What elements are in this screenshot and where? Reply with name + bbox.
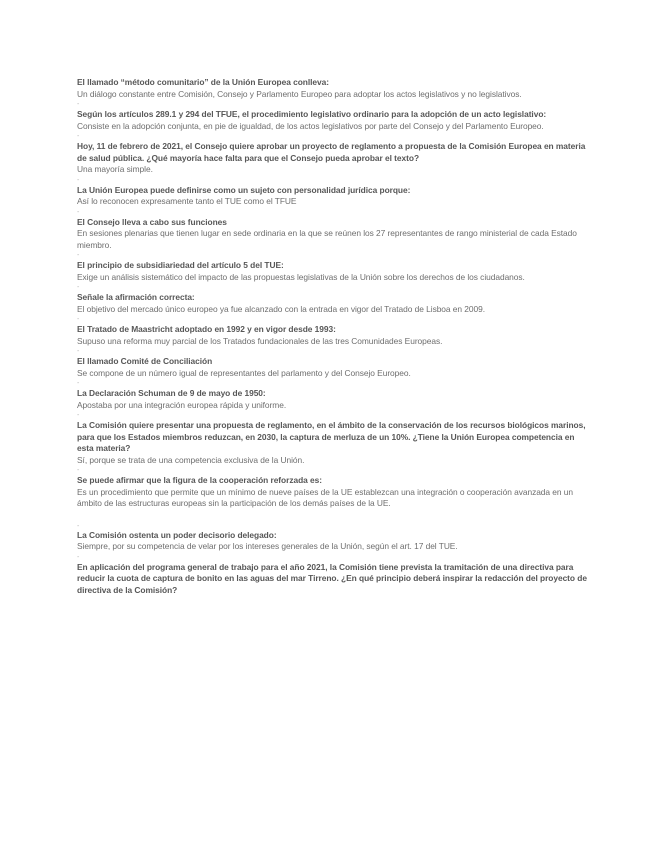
- qa-item-13: [77, 530, 587, 553]
- qa-item-10: [77, 388, 587, 411]
- answer-text: Un diálogo constante entre Comisión, Consejo y Parlamento Europeo para adoptar los actos legislativos y no legislativos.: [77, 88, 522, 99]
- question-text: La Declaración Schuman de 9 de mayo de 1950:: [77, 388, 266, 398]
- question-text: El Consejo lleva a cabo sus funciones: [77, 216, 227, 227]
- qa-item-7: [77, 292, 587, 315]
- answer-text: Así lo reconocen expresamente tanto el TUE como el TFUE: [77, 196, 297, 206]
- qa-item-2: [77, 109, 587, 132]
- qa-item-6: [77, 260, 587, 283]
- separator: -: [77, 380, 80, 387]
- separator: -: [77, 101, 80, 108]
- separator: -: [77, 176, 80, 184]
- separator: -: [77, 467, 80, 474]
- question-text: En aplicación del programa general de trabajo para el año 2021, la Comisión tiene prevista la tramitación de una directiva para reducir la cuota de captura de bonito en las aguas del mar Tirreno. ¿En qué principio deberá inspirar la redacción del proyecto de directiva de la Comisión?: [77, 561, 587, 595]
- answer-text: Supuso una reforma muy parcial de los Tratados fundacionales de las tres Comunidades Europeas.: [77, 335, 443, 346]
- separator: -: [77, 284, 80, 291]
- question-text: El llamado Comité de Conciliación: [77, 356, 213, 366]
- question-text: La Comisión ostenta un poder decisorio delegado:: [77, 529, 277, 540]
- separator: -: [77, 522, 80, 530]
- document-page: [77, 77, 587, 596]
- answer-text: En sesiones plenarias que tienen lugar en sede ordinaria en la que se reúnen los 27 representantes de rango ministerial de cada Estado miembro.: [77, 228, 577, 250]
- question-text: La Unión Europea puede definirse como un sujeto con personalidad jurídica porque:: [77, 184, 411, 195]
- qa-item-12: [77, 475, 587, 510]
- answer-text: Sí, porque se trata de una competencia exclusiva de la Unión.: [77, 454, 305, 465]
- separator: -: [77, 208, 80, 216]
- question-text: Según los artículos 289.1 y 294 del TFUE, el procedimiento legislativo ordinario para la adopción de un acto legislativo:: [77, 109, 547, 119]
- answer-text: El objetivo del mercado único europeo ya fue alcanzado con la entrada en vigor del Tratado de Lisboa en 2009.: [77, 303, 486, 314]
- answer-text: Una mayoría simple.: [77, 164, 153, 174]
- answer-text: Exige un análisis sistemático del impacto de las propuestas legislativas de la Unión sobre los derechos de los ciudadanos.: [77, 271, 525, 282]
- separator: -: [77, 348, 80, 355]
- qa-item-1: [77, 77, 587, 100]
- question-text: Hoy, 11 de febrero de 2021, el Consejo quiere aprobar un proyecto de reglamento a propuesta de la Comisión Europea en materia de salud pública. ¿Qué mayoría hace falta para que el Consejo pueda aprobar el texto?: [77, 141, 586, 163]
- question-text: El principio de subsidiariedad del artículo 5 del TUE:: [77, 260, 284, 270]
- question-text: Se puede afirmar que la figura de la cooperación reforzada es:: [77, 475, 322, 485]
- answer-text: Es un procedimiento que permite que un mínimo de nueve países de la UE establezcan una integración o cooperación avanzada en un ámbito de las estructuras europeas sin la participación de los demás países de la UE.: [77, 486, 574, 508]
- question-text: La Comisión quiere presentar una propuesta de reglamento, en el ámbito de la conservación de los recursos biológicos marinos, para que los Estados miembros reduzcan, en 2030, la captura de merluza de un 10%. ¿Tiene la Unión Europea competencia en esta materia?: [77, 420, 586, 453]
- separator: -: [77, 553, 80, 561]
- answer-text: Se compone de un número igual de representantes del parlamento y del Consejo Europeo.: [77, 367, 411, 378]
- answer-text: Siempre, por su competencia de velar por los intereses generales de la Unión, según el art. 17 del TUE.: [77, 541, 458, 551]
- qa-item-14: [77, 562, 587, 597]
- qa-item-4: [77, 185, 587, 208]
- question-text: Señale la afirmación correcta:: [77, 292, 195, 302]
- separator: -: [77, 412, 80, 419]
- qa-item-9: [77, 356, 587, 379]
- qa-item-3: [77, 141, 587, 176]
- answer-text: Consiste en la adopción conjunta, en pie de igualdad, de los actos legislativos por parte del Consejo y del Parlamento Europeo.: [77, 120, 544, 131]
- separator: -: [77, 316, 80, 323]
- separator: -: [77, 252, 80, 259]
- qa-item-5: [77, 217, 587, 252]
- answer-text: Apostaba por una integración europea rápida y uniforme.: [77, 399, 287, 410]
- question-text: El Tratado de Maastricht adoptado en 1992 y en vigor desde 1993:: [77, 324, 336, 334]
- question-text: El llamado “método comunitario” de la Unión Europea conlleva:: [77, 77, 329, 87]
- separator: -: [77, 133, 80, 140]
- qa-item-8: [77, 324, 587, 347]
- qa-item-11: [77, 420, 587, 466]
